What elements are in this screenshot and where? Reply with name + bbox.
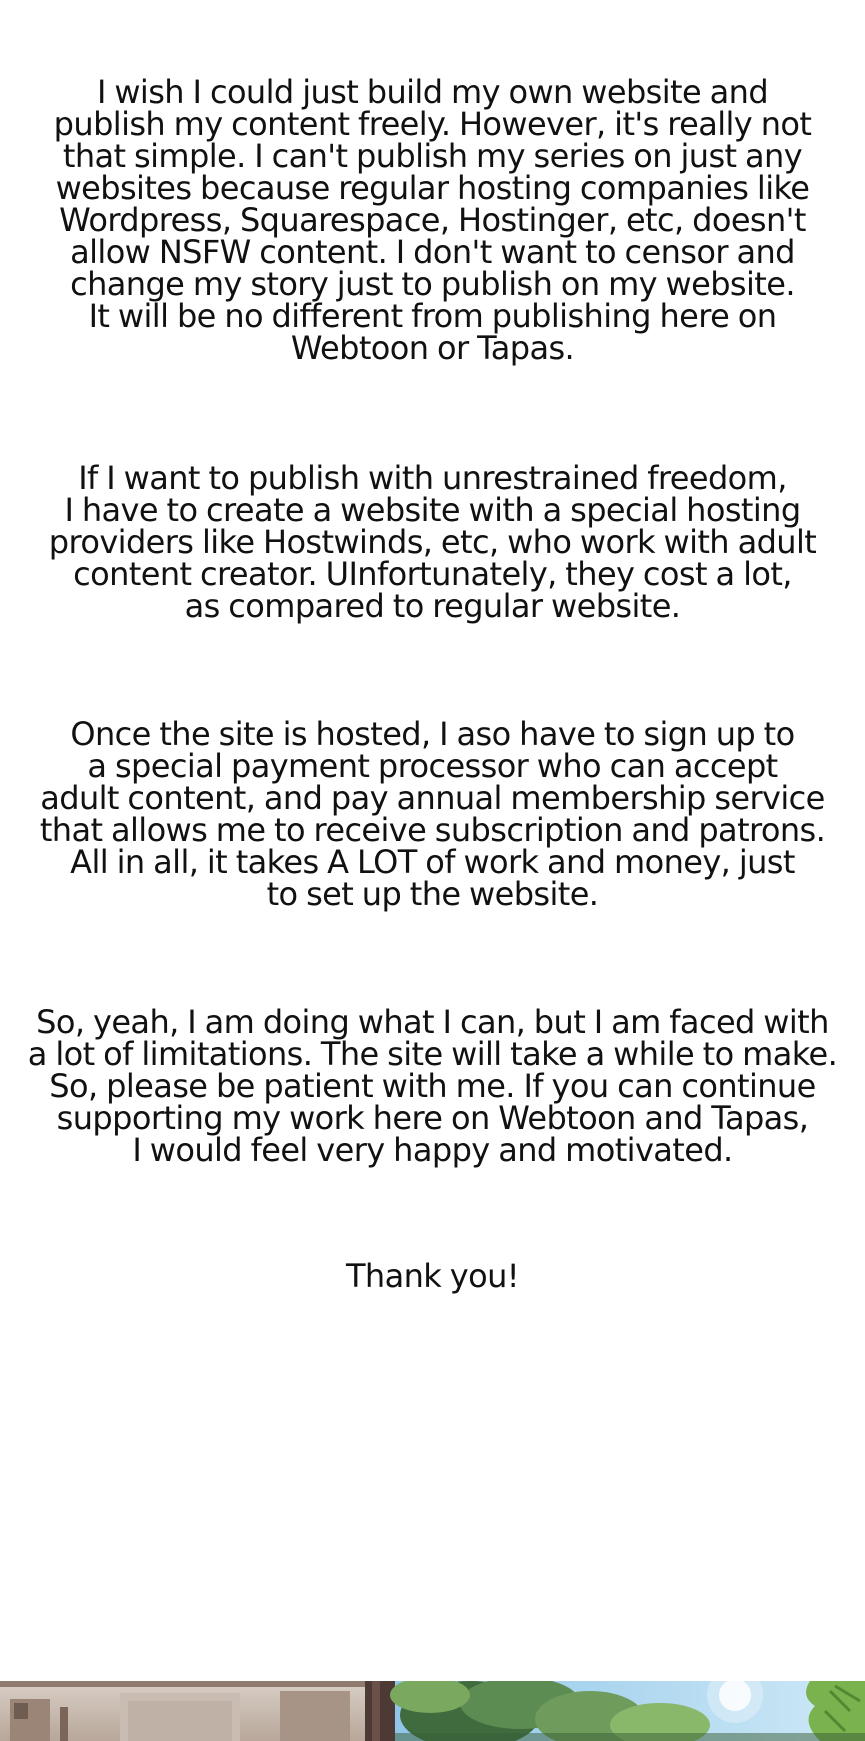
text-line: websites because regular hosting companies like: [55, 169, 810, 207]
text-line: supporting my work here on Webtoon and Tapas,: [56, 1099, 809, 1137]
text-line: allow NSFW content. I don't want to censor and: [70, 233, 795, 271]
illustration-preview: [0, 1681, 865, 1741]
text-line: I have to create a website with a special hosting: [64, 491, 801, 529]
text-line: publish my content freely. However, it's really not: [53, 105, 812, 143]
text-line: adult content, and pay annual membership service: [40, 779, 825, 817]
paragraph-thank-you: [0, 1257, 865, 1295]
text-line: to set up the website.: [266, 875, 599, 913]
text-line: as compared to regular website.: [184, 587, 681, 625]
text-line: So, yeah, I am doing what I can, but I am faced with: [36, 1003, 829, 1041]
text-line: So, please be patient with me. If you can continue: [49, 1067, 816, 1105]
text-line: Webtoon or Tapas.: [290, 329, 575, 367]
text-line: change my story just to publish on my website.: [70, 265, 795, 303]
text-line: All in all, it takes A LOT of work and money, just: [70, 843, 795, 881]
text-line: content creator. UInfortunately, they cost a lot,: [73, 555, 792, 593]
text-line: a special payment processor who can accept: [87, 747, 778, 785]
paragraph-website-wish: [0, 73, 865, 367]
text-line: Thank you!: [345, 1257, 520, 1295]
next-panel-artwork-strip: [0, 1681, 865, 1741]
paragraph-hosting-providers: [0, 459, 865, 625]
text-line: a lot of limitations. The site will take a while to make.: [27, 1035, 838, 1073]
text-line: Once the site is hosted, I aso have to sign up to: [70, 715, 795, 753]
text-line: Wordpress, Squarespace, Hostinger, etc, doesn't: [59, 201, 806, 239]
paragraph-payment-processor: [0, 715, 865, 913]
paragraph-limitations: [0, 1003, 865, 1169]
text-line: If I want to publish with unrestrained freedom,: [78, 459, 787, 497]
text-line: I wish I could just build my own website and: [96, 73, 769, 111]
text-line: that simple. I can't publish my series on just any: [62, 137, 803, 175]
text-line: I would feel very happy and motivated.: [132, 1131, 733, 1169]
text-line: that allows me to receive subscription and patrons.: [39, 811, 826, 849]
text-line: providers like Hostwinds, etc, who work with adult: [48, 523, 817, 561]
text-line: It will be no different from publishing here on: [88, 297, 777, 335]
